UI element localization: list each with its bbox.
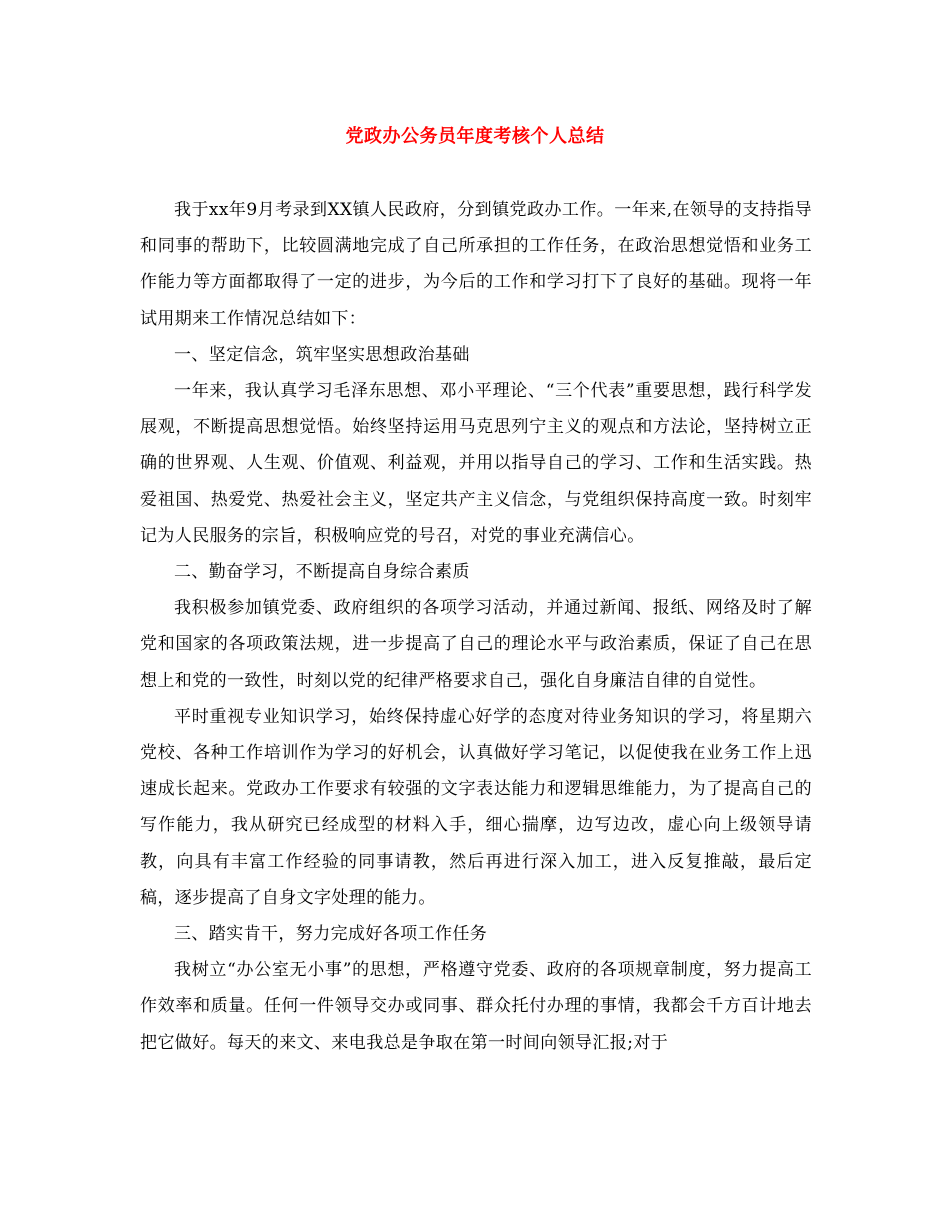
section-heading-2: 二、勤奋学习，不断提高自身综合素质	[174, 562, 470, 583]
document-body	[140, 192, 812, 1061]
section-2-paragraph-2: 平时重视专业知识学习，始终保持虚心好学的态度对待业务知识的学习，将星期六党校、各种工作培训作为学习的好机会，认真做好学习笔记，以促使我在业务工作上迅速成长起来。党政办工作要求有较强的文字表达能力和逻辑思维能力，为了提高自己的写作能力，我从研究已经成型的材料入手，细心揣摩，边写边改，虚心向上级领导请教，向具有丰富工作经验的同事请教，然后再进行深入加工，进入反复推敲，最后定稿，逐步提高了自身文字处理的能力。	[140, 706, 812, 908]
section-heading-1: 一、坚定信念，筑牢坚实思想政治基础	[174, 344, 470, 365]
section-2-paragraph-1: 我积极参加镇党委、政府组织的各项学习活动，并通过新闻、报纸、网络及时了解党和国家的各项政策法规，进一步提高了自己的理论水平与政治素质，保证了自己在思想上和党的一致性，时刻以党的纪律严格要求自己，强化自身廉洁自律的自觉性。	[140, 598, 812, 691]
section-heading-3: 三、踏实肯干，努力完成好各项工作任务	[174, 924, 488, 945]
section-1-paragraph: 一年来，我认真学习毛泽东思想、邓小平理论、“三个代表”重要思想，践行科学发展观，不断提高思想觉悟。始终坚持运用马克思列宁主义的观点和方法论，坚持树立正确的世界观、人生观、价值观、利益观，并用以指导自己的学习、工作和生活实践。热爱祖国、热爱党、热爱社会主义，坚定共产主义信念，与党组织保持高度一致。时刻牢记为人民服务的宗旨，积极响应党的号召，对党的事业充满信心。	[140, 381, 812, 546]
section-3-paragraph: 我树立“办公室无小事”的思想，严格遵守党委、政府的各项规章制度，努力提高工作效率和质量。任何一件领导交办或同事、群众托付办理的事情，我都会千方百计地去把它做好。每天的来文、来电我总是争取在第一时间向领导汇报;对于	[140, 960, 812, 1053]
intro-paragraph: 我于xx年9月考录到XX镇人民政府，分到镇党政办工作。一年来,在领导的支持指导和同事的帮助下，比较圆满地完成了自己所承担的工作任务，在政治思想觉悟和业务工作能力等方面都取得了一定的进步，为今后的工作和学习打下了良好的基础。现将一年试用期来工作情况总结如下：	[140, 200, 812, 329]
document-title: 党政办公务员年度考核个人总结	[345, 126, 605, 147]
